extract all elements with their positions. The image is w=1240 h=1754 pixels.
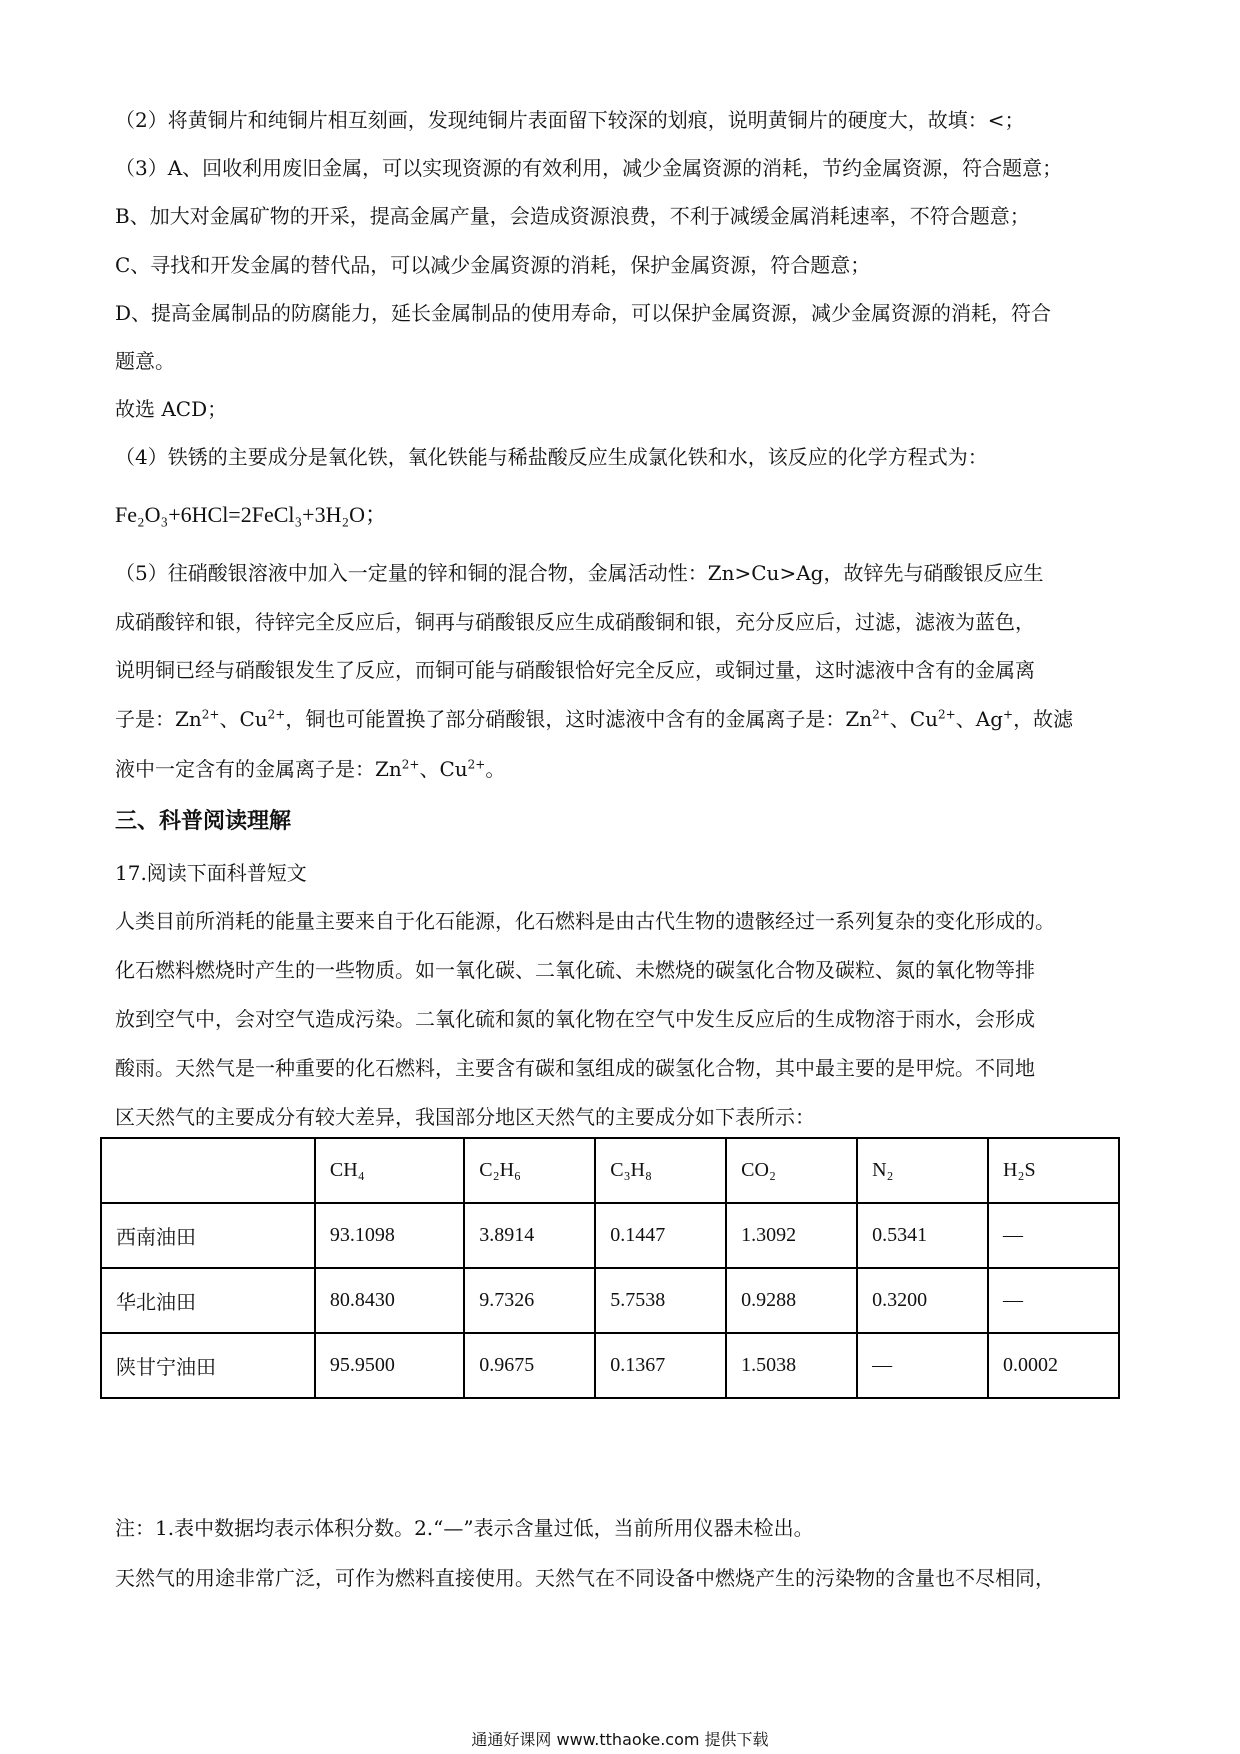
reading-line: 放到空气中，会对空气造成污染。二氧化硫和氮的氧化物在空气中发生反应后的生成物溶于雨水，会形成 <box>115 1007 1035 1031</box>
table-cell: 93.1098 <box>315 1203 464 1268</box>
reading-line: 化石燃料燃烧时产生的一些物质。如一氧化碳、二氧化硫、未燃烧的碳氢化合物及碳粒、氮的氧化物等排 <box>115 958 1035 982</box>
paragraph: B、加大对金属矿物的开采，提高金属产量，会造成资源浪费，不利于减缓金属消耗速率，不符合题意； <box>115 204 1030 228</box>
paragraph: 题意。 <box>115 349 175 373</box>
table-cell: 95.9500 <box>315 1333 464 1398</box>
table-row <box>101 1333 1119 1398</box>
table-header-row <box>101 1138 1119 1203</box>
table-cell: 0.1367 <box>595 1333 726 1398</box>
table-note: 注：1.表中数据均表示体积分数。2.“—”表示含量过低，当前所用仪器未检出。 <box>115 1516 814 1540</box>
table-cell: — <box>988 1203 1119 1268</box>
table-cell: 80.8430 <box>315 1268 464 1333</box>
table-cell: 1.5038 <box>726 1333 857 1398</box>
paragraph: 说明铜已经与硝酸银发生了反应，而铜可能与硝酸银恰好完全反应，或铜过量，这时滤液中含有的金属离 <box>115 658 1035 682</box>
paragraph: （5）往硝酸银溶液中加入一定量的锌和铜的混合物，金属活动性：Zn>Cu>Ag，故锌先与硝酸银反应生 <box>115 561 1044 585</box>
table-cell: 0.9675 <box>464 1333 595 1398</box>
gas-composition-table <box>100 1137 1120 1399</box>
reading-line: 人类目前所消耗的能量主要来自于化石能源，化石燃料是由古代生物的遗骸经过一系列复杂的变化形成的。 <box>115 909 1055 933</box>
table-header-cell: C₃H₈ <box>595 1138 726 1203</box>
ions-line: 子是：$Zn^{2+}$、$Cu^{2+}$，铜也可能置换了部分硝酸银，这时滤液中含有的金属离子是：$Zn^{2+}$、$Cu^{2+}$、Ag+，故滤 <box>115 707 1074 731</box>
table-cell: 3.8914 <box>464 1203 595 1268</box>
table-cell: 0.9288 <box>726 1268 857 1333</box>
paragraph: 天然气的用途非常广泛，可作为燃料直接使用。天然气在不同设备中燃烧产生的污染物的含量也不尽相同， <box>115 1566 1055 1590</box>
paragraph: C、寻找和开发金属的替代品，可以减少金属资源的消耗，保护金属资源，符合题意； <box>115 253 871 277</box>
paragraph: （3）A、回收利用废旧金属，可以实现资源的有效利用，减少金属资源的消耗，节约金属资源，符合题意； <box>115 156 1063 180</box>
paragraph: （2）将黄铜片和纯铜片相互刻画，发现纯铜片表面留下较深的划痕，说明黄铜片的硬度大，故填：<； <box>115 108 1025 132</box>
table-cell: — <box>988 1268 1119 1333</box>
table-cell: 华北油田 <box>101 1268 315 1333</box>
table-row <box>101 1268 1119 1333</box>
reading-line: 区天然气的主要成分有较大差异，我国部分地区天然气的主要成分如下表所示： <box>115 1105 815 1129</box>
table-cell: 陕甘宁油田 <box>101 1333 315 1398</box>
reading-line: 酸雨。天然气是一种重要的化石燃料，主要含有碳和氢组成的碳氢化合物，其中最主要的是甲烷。不同地 <box>115 1056 1035 1080</box>
table-header-cell: C₂H₆ <box>464 1138 595 1203</box>
paragraph: 故选 ACD； <box>115 397 228 421</box>
section-heading: 三、科普阅读理解 <box>115 809 292 834</box>
question-label: 17.阅读下面科普短文 <box>115 861 307 885</box>
table-header-cell: N₂ <box>857 1138 988 1203</box>
table-cell: 0.3200 <box>857 1268 988 1333</box>
table-row <box>101 1203 1119 1268</box>
table-header-cell: H₂S <box>988 1138 1119 1203</box>
table-cell: 0.1447 <box>595 1203 726 1268</box>
page-footer: 通通好课网 www.tthaoke.com 提供下载 <box>471 1730 769 1749</box>
paragraph: 成硝酸锌和银，待锌完全反应后，铜再与硝酸银反应生成硝酸铜和银，充分反应后，过滤，滤液为蓝色， <box>115 610 1035 634</box>
table-cell: 5.7538 <box>595 1268 726 1333</box>
ions-line: 液中一定含有的金属离子是：$Zn^{2+}$、$Cu^{2+}$。 <box>115 757 506 781</box>
table-cell: 0.5341 <box>857 1203 988 1268</box>
table-cell: — <box>857 1333 988 1398</box>
table-cell: 西南油田 <box>101 1203 315 1268</box>
table-cell: 0.0002 <box>988 1333 1119 1398</box>
table-cell: 9.7326 <box>464 1268 595 1333</box>
paragraph: D、提高金属制品的防腐能力，延长金属制品的使用寿命，可以保护金属资源，减少金属资源的消耗，符合 <box>115 301 1052 325</box>
table-header-cell: CH₄ <box>315 1138 464 1203</box>
table-header-cell <box>101 1138 315 1203</box>
table-cell: 1.3092 <box>726 1203 857 1268</box>
paragraph: （4）铁锈的主要成分是氧化铁，氧化铁能与稀盐酸反应生成氯化铁和水，该反应的化学方程式为： <box>115 445 988 469</box>
chemical-equation: Fe₂O₃+6HCl=2FeCl₃+3H₂O； <box>115 502 388 527</box>
table-header-cell: CO₂ <box>726 1138 857 1203</box>
